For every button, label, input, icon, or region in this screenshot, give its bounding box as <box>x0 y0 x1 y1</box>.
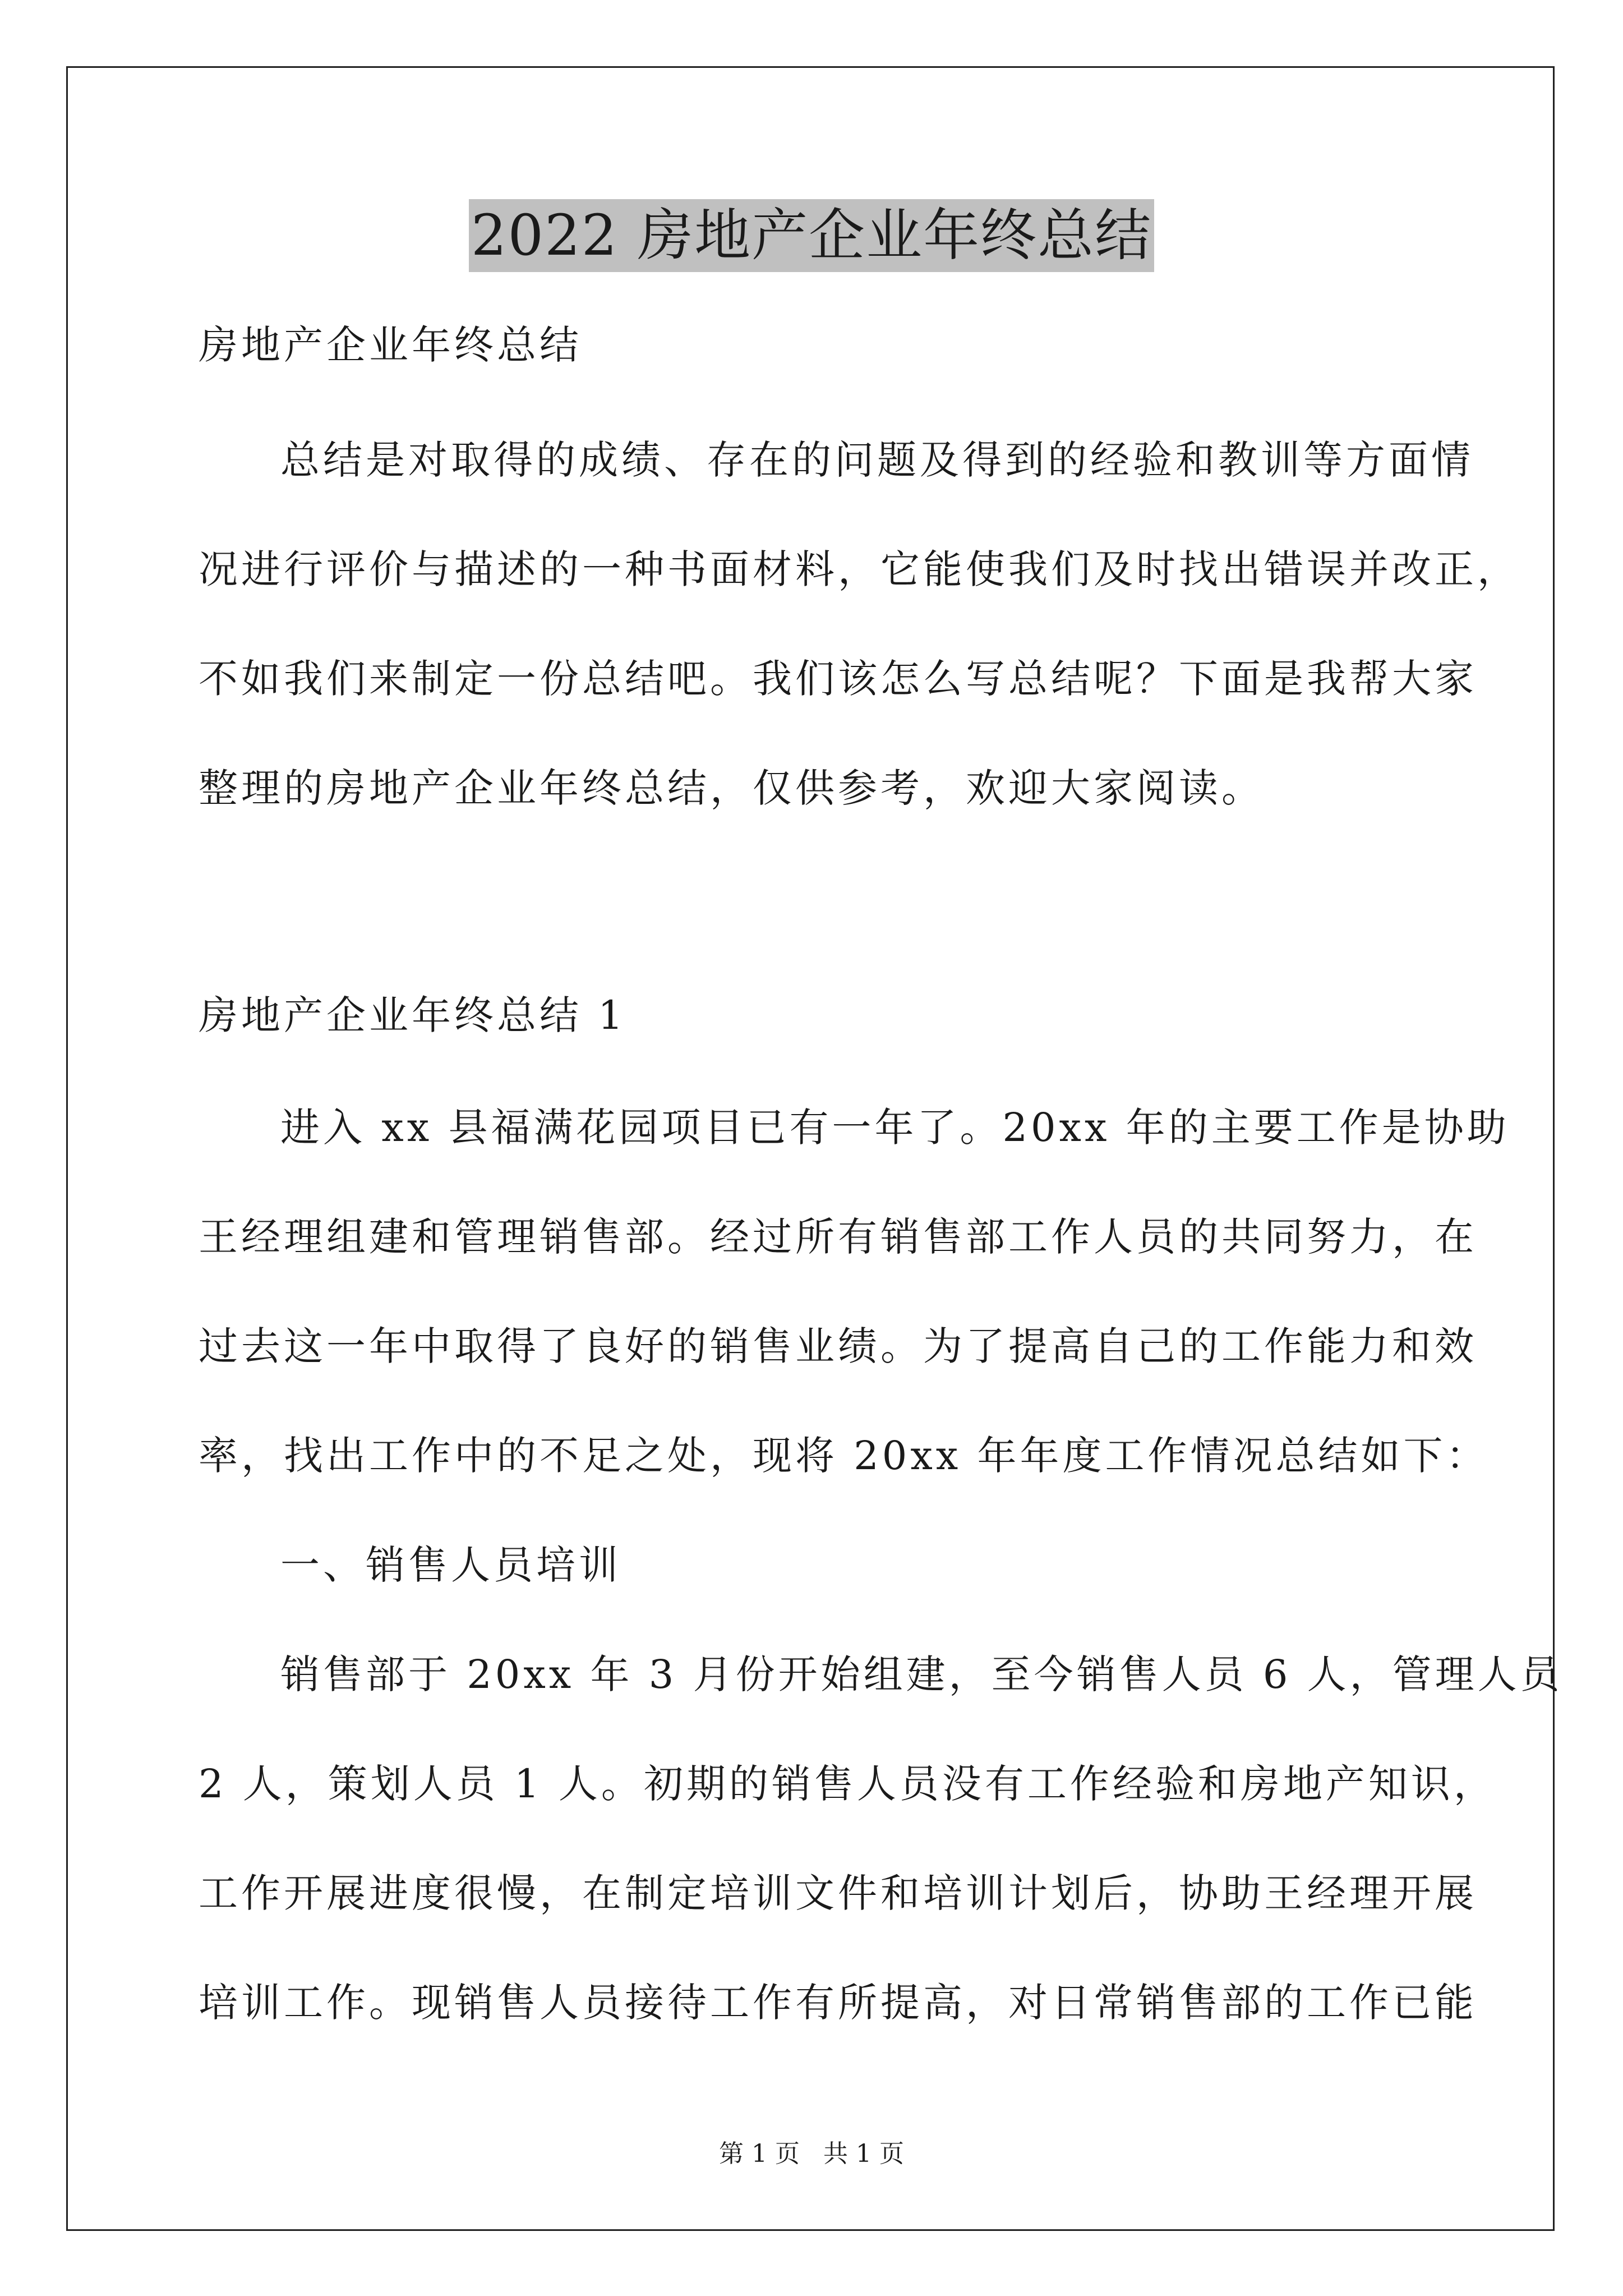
heading-one: 一、销售人员培训 <box>280 1542 621 1588</box>
title-wrap <box>0 199 1623 272</box>
intro-line: 不如我们来制定一份总结吧。我们该怎么写总结呢？下面是我帮大家 <box>199 656 1477 702</box>
page-current: 第 1 页 <box>719 2139 800 2168</box>
intro-line: 整理的房地产企业年终总结，仅供参考，欢迎大家阅读。 <box>199 765 1264 811</box>
training-line: 培训工作。现销售人员接待工作有所提高，对日常销售部的工作已能 <box>199 1980 1477 2026</box>
training-line: 销售部于 20xx 年 3 月份开始组建，至今销售人员 6 人，管理人员 <box>280 1651 1563 1697</box>
section-title: 房地产企业年终总结 1 <box>199 992 626 1038</box>
training-line: 2 人，策划人员 1 人。初期的销售人员没有工作经验和房地产知识， <box>199 1761 1496 1807</box>
section-line: 过去这一年中取得了良好的销售业绩。为了提高自己的工作能力和效 <box>199 1323 1477 1369</box>
page-total: 共 1 页 <box>823 2139 904 2168</box>
section-line: 率，找出工作中的不足之处，现将 20xx 年年度工作情况总结如下： <box>199 1433 1489 1479</box>
intro-line: 总结是对取得的成绩、存在的问题及得到的经验和教训等方面情 <box>280 437 1474 483</box>
training-line: 工作开展进度很慢，在制定培训文件和培训计划后，协助王经理开展 <box>199 1870 1477 1916</box>
intro-line: 况进行评价与描述的一种书面材料，它能使我们及时找出错误并改正， <box>199 546 1520 592</box>
section-line: 王经理组建和管理销售部。经过所有销售部工作人员的共同努力，在 <box>199 1214 1477 1260</box>
page-footer <box>0 2137 1623 2171</box>
section-line: 进入 xx 县福满花园项目已有一年了。20xx 年的主要工作是协助 <box>280 1105 1510 1151</box>
document-subtitle: 房地产企业年终总结 <box>199 322 582 368</box>
document-title: 2022 房地产企业年终总结 <box>469 199 1154 272</box>
